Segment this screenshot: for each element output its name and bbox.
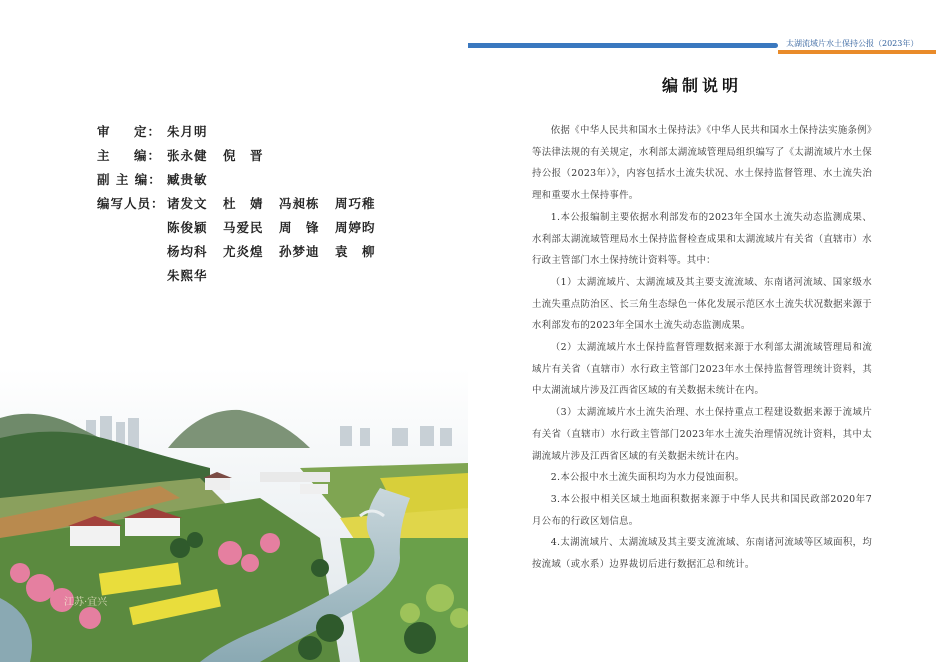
credit-name: 陈俊颖 <box>167 220 208 235</box>
credit-name: 倪 晋 <box>223 148 264 163</box>
credit-name: 周巧稚 <box>335 196 376 211</box>
credit-name: 周婷昀 <box>335 220 376 235</box>
paragraph: 2.本公报中水土流失面积均为水力侵蚀面积。 <box>550 472 745 484</box>
landscape-photo <box>0 368 468 662</box>
credit-label: 副 主 编： <box>97 172 162 187</box>
paragraph: 1.本公报编制主要依据水利部发布的2023年全国水土流失动态监测成果、水利部太湖流域管理局水土保持监督检查成果和太湖流域片有关省（直辖市）水行政主管部门水土保持统计资料等。其中： <box>532 211 872 267</box>
credit-row-editor <box>97 144 391 168</box>
credits-block <box>97 120 391 288</box>
credit-name: 袁 柳 <box>335 244 376 259</box>
credit-name: 臧贵敏 <box>167 172 208 187</box>
credit-name: 冯昶栋 <box>279 196 320 211</box>
page-title: 编制说明 <box>661 76 742 95</box>
body-text <box>532 120 872 576</box>
credit-row-deputy-editor <box>97 168 391 192</box>
credit-name: 尤炎煌 <box>223 244 264 259</box>
credit-name: 诸发文 <box>167 196 208 211</box>
credit-name: 朱熙华 <box>167 268 208 283</box>
paragraph: （1）太湖流域片、太湖流域及其主要支流流域、东南诸河流域、国家级水土流失重点防治区、长三角生态绿色一体化发展示范区水土流失状况数据来源于水利部发布的2023年全国水土流失动态监测成果。 <box>532 276 872 332</box>
credit-label: 审 定： <box>97 124 161 139</box>
paragraph: 4.太湖流域片、太湖流域及其主要支流流域、东南诸河流域等区域面积，均按流域（或水系）边界裁切后进行数据汇总和统计。 <box>532 537 872 571</box>
photo-caption: 江苏·宜兴 <box>64 597 108 608</box>
credit-name: 孙梦迪 <box>279 244 320 259</box>
paragraph: 3.本公报中相关区域土地面积数据来源于中华人民共和国民政部2020年7月公布的行政区划信息。 <box>532 493 872 527</box>
credit-row-writers <box>97 192 391 288</box>
credit-name: 马爱民 <box>223 220 264 235</box>
header-rule-orange <box>778 50 936 54</box>
paragraph: 依据《中华人民共和国水土保持法》《中华人民共和国水土保持法实施条例》等法律法规的有关规定，水利部太湖流域管理局组织编写了《太湖流域片水土保持公报（2023年）》，内容包括水土流失状况、水土保持监督管理、水土流失治理和重要水土保持事件。 <box>532 125 872 202</box>
credit-label: 编写人员： <box>97 196 165 211</box>
credit-name: 张永健 <box>167 148 208 163</box>
paragraph: （2）太湖流域片水土保持监督管理数据来源于水利部太湖流域管理局和流域片有关省（直辖市）水行政主管部门2023年水土保持监督管理统计资料，其中太湖流域片涉及江西省区域的有关数据未统计在内。 <box>532 342 872 397</box>
credit-row-reviewer <box>97 120 391 144</box>
paragraph: （3）太湖流域片水土流失治理、水土保持重点工程建设数据来源于流域片有关省（直辖市）水行政主管部门2023年水土流失治理情况统计资料，其中太湖流域片涉及江西省区域的有关数据未统计在内。 <box>532 407 872 462</box>
credit-name: 杨均科 <box>167 244 208 259</box>
header-rule-blue <box>468 43 778 48</box>
credit-name: 朱月明 <box>167 124 208 139</box>
credit-name: 周 锋 <box>279 220 320 235</box>
running-header: 太湖流域片水土保持公报（2023年） <box>786 39 919 48</box>
credit-name: 杜 婧 <box>223 196 264 211</box>
credit-label: 主 编： <box>97 148 161 163</box>
right-page <box>468 0 936 662</box>
